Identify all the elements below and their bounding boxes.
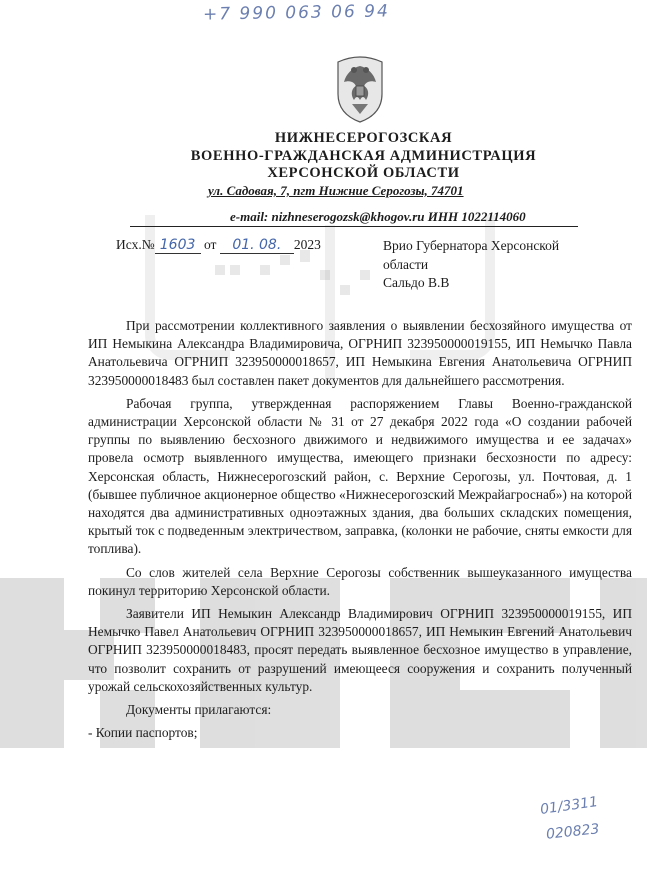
watermark-logo: [215, 250, 370, 295]
paragraph-working-group: Рабочая группа, утвержденная распоряжением Главы Военно-гражданской администрации Херсонской области № 31 от 27 декабря 2022 года «О создании рабочей группы по выявлению бесхозного движимого и недвижимого имущества и ее задачах» провела осмотр выявленного имущества, имеющего признаки бесхозности по адресу: Херсонская область, Нижнесерогозский район, с. Верхние Серогозы, ул. Почтовая, д. 1 (бывшее публичное акционерное общество «Нижнесерогозский Межрайагроснаб») на которой находятся два административных одноэтажных здания, два больших складских помещения, крытый ток с подведенным электричеством, заправка, (колонки не рабочие, сняты емкости для топлива).: [88, 395, 632, 557]
addressee-region: области: [383, 256, 429, 272]
addressee-block: [383, 237, 603, 293]
ref-prefix: Исх.№: [116, 237, 155, 252]
ref-from: от: [203, 237, 217, 252]
paragraph-request: При рассмотрении коллективного заявления о выявлении бесхозяйного имущества от ИП Немыкина Александра Владимировича, ОГРНИП 323950000019155, ИП Немычко Павла Анатольевича ОГРНИП 323950000018657, ИП Немыкина Евгения Анатольевича ОГРНИП 323950000018483 был составлен пакет документов для дальнейшего рассмотрения.: [88, 318, 632, 388]
addressee-name: Сальдо В.В: [383, 275, 450, 290]
org-name-line-1: НИЖНЕСЕРОГОЗСКАЯ: [274, 130, 453, 146]
paragraph-applicants: Заявители ИП Немыкин Александр Владимирович ОГРНИП 323950000019155, ИП Немычко Павел Анатольевич ОГРНИП 323950000018657, ИП Немыкин Евгений Анатольевич ОГРНИП 323950000018483, просят передать выявленное бесхозное имущество в управление, что позволит сохранить от разрушений имеющееся сооружения и сохранить полученный урожай сельскохозяйственных культур.: [88, 606, 632, 694]
ref-year: 2023: [293, 237, 321, 252]
registration-date: 020823: [545, 821, 601, 843]
letter-body: [88, 317, 632, 742]
org-email-inn: e-mail: nizhneserogozsk@khogov.ru ИНН 1022114060: [230, 209, 526, 224]
org-address: ул. Садовая, 7, пгт Нижние Серогозы, 74701: [208, 183, 464, 198]
org-name-line-2: ВОЕННО-ГРАЖДАНСКАЯ АДМИНИСТРАЦИЯ: [190, 148, 537, 164]
handwritten-phone-number: +7 990 063 06 94: [202, 1, 391, 25]
paragraph-owner-left: Со слов жителей села Верхние Серогозы собственник вышеуказанного имущества покинул территорию Херсонской области.: [88, 564, 632, 598]
attachment-item: - Копии паспортов;: [88, 725, 198, 741]
addressee-title: Врио Губернатора Херсонской: [383, 238, 560, 253]
header-divider: [130, 226, 578, 227]
registration-number: 01/3311: [539, 794, 600, 818]
org-name-line-3: ХЕРСОНСКОЙ ОБЛАСТИ: [267, 165, 460, 181]
ref-date: 01. 08.: [220, 237, 294, 254]
coat-of-arms-emblem: [332, 52, 388, 124]
attachments-heading: Документы прилагаются:: [126, 702, 272, 718]
outgoing-reference: [116, 237, 321, 254]
ref-number: 1603: [155, 237, 201, 254]
